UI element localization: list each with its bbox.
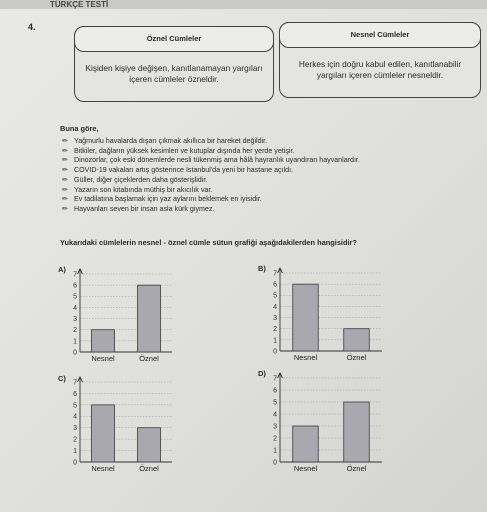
x-tick-label: Nesnel bbox=[91, 354, 115, 363]
option-label-d[interactable]: D) bbox=[258, 369, 266, 378]
y-tick-label: 5 bbox=[73, 402, 77, 410]
chart-option-c[interactable] bbox=[66, 376, 176, 476]
nesnel-card bbox=[279, 22, 481, 98]
oznel-card-body: Kişiden kişiye değişen, kanıtlanamayan yargıları içeren cümleler özneldir. bbox=[85, 63, 263, 84]
pencil-icon: ✏ bbox=[62, 205, 68, 213]
option-label-b[interactable]: B) bbox=[258, 264, 266, 273]
pencil-icon: ✏ bbox=[62, 167, 68, 175]
x-tick-label: Öznel bbox=[139, 464, 159, 473]
sentence-text: Yazarın son kitabında müthiş bir akıcılık var. bbox=[74, 185, 213, 194]
nesnel-card-title: Nesnel Cümleler bbox=[279, 22, 482, 48]
x-tick-label: Öznel bbox=[346, 464, 367, 473]
pencil-icon: ✏ bbox=[62, 176, 68, 184]
y-tick-label: 0 bbox=[273, 459, 277, 467]
pencil-icon: ✏ bbox=[62, 196, 68, 204]
y-tick-label: 4 bbox=[73, 304, 77, 312]
x-tick-label: Nesnel bbox=[91, 464, 115, 473]
pencil-icon: ✏ bbox=[62, 147, 68, 155]
list-item bbox=[62, 137, 462, 147]
y-tick-label: 2 bbox=[273, 435, 277, 443]
x-tick-label: Nesnel bbox=[293, 464, 318, 473]
sentence-text: Güller, diğer çiçeklerden daha gösterişlidir. bbox=[74, 175, 208, 184]
y-tick-label: 4 bbox=[73, 413, 77, 421]
pencil-icon: ✏ bbox=[62, 157, 68, 165]
bar-öznel bbox=[344, 402, 370, 462]
bar-öznel bbox=[138, 428, 161, 462]
chart-option-d[interactable] bbox=[266, 372, 386, 476]
oznel-card-title: Öznel Cümleler bbox=[74, 26, 275, 52]
y-tick-label: 6 bbox=[273, 281, 277, 289]
bar-öznel bbox=[344, 329, 370, 351]
y-tick-label: 7 bbox=[273, 270, 277, 278]
header-strip: TÜRKÇE TESTİ bbox=[0, 0, 487, 9]
list-item bbox=[62, 205, 462, 215]
list-item bbox=[62, 195, 462, 205]
bar-nesnel bbox=[293, 284, 319, 351]
y-tick-label: 6 bbox=[73, 390, 77, 398]
x-tick-label: Öznel bbox=[346, 353, 367, 362]
sentence-text: Ev tadilatına başlamak için yaz aylarını beklemek en iyisidir. bbox=[74, 195, 262, 204]
sentence-list bbox=[62, 137, 462, 215]
question-number: 4. bbox=[28, 22, 36, 32]
list-item bbox=[62, 147, 462, 157]
y-tick-label: 6 bbox=[273, 387, 277, 395]
y-tick-label: 4 bbox=[273, 303, 277, 311]
pencil-icon: ✏ bbox=[62, 186, 68, 194]
y-tick-label: 6 bbox=[73, 282, 77, 290]
intro-text: Buna göre, bbox=[60, 124, 99, 133]
list-item bbox=[62, 156, 462, 166]
y-tick-label: 4 bbox=[273, 411, 277, 419]
sentence-text: COVID-19 vakaları artış gösterince İstanbul'da yeni bir hastane açıldı. bbox=[74, 166, 294, 175]
sentence-text: Bitkiler, dağların yüksek kesimleri ve kutuplar dışında her yerde yetişir. bbox=[74, 146, 295, 155]
sentence-text: Dinozorlar, çok eski dönemlerde nesli tükenmiş ama hâlâ hayranlık uyandıran hayvanlardır. bbox=[74, 156, 360, 165]
y-tick-label: 3 bbox=[73, 425, 77, 433]
y-tick-label: 2 bbox=[73, 436, 77, 444]
bar-nesnel bbox=[92, 405, 115, 462]
list-item bbox=[62, 176, 462, 186]
option-label-c[interactable]: C) bbox=[58, 374, 66, 383]
bar-nesnel bbox=[92, 330, 115, 352]
y-tick-label: 5 bbox=[273, 399, 277, 407]
question-text: Yukarıdaki cümlelerin nesnel - öznel cümle sütun grafiği aşağıdakilerden hangisidir? bbox=[60, 238, 357, 247]
bar-nesnel bbox=[293, 426, 319, 462]
y-tick-label: 1 bbox=[273, 447, 277, 455]
chart-option-a[interactable] bbox=[66, 268, 176, 366]
sentence-text: Hayvanları seven bir insan asla kürk giymez. bbox=[74, 204, 215, 213]
nesnel-card-body: Herkes için doğru kabul edilen, kanıtlanabilir yargıları içeren cümleler nesneldir. bbox=[298, 59, 462, 80]
sentence-text: Yağmurlu havalarda dışarı çıkmak akıllıca bir hareket değildir. bbox=[74, 137, 268, 145]
y-tick-label: 5 bbox=[273, 292, 277, 300]
y-tick-label: 3 bbox=[273, 314, 277, 322]
oznel-card bbox=[74, 26, 274, 102]
y-tick-label: 7 bbox=[273, 375, 277, 383]
list-item bbox=[62, 166, 462, 176]
y-tick-label: 1 bbox=[73, 447, 77, 455]
pencil-icon: ✏ bbox=[62, 138, 68, 145]
y-tick-label: 3 bbox=[273, 423, 277, 431]
y-tick-label: 0 bbox=[73, 349, 77, 357]
y-tick-label: 0 bbox=[73, 459, 77, 467]
y-tick-label: 7 bbox=[73, 271, 77, 279]
x-tick-label: Öznel bbox=[139, 354, 159, 363]
y-tick-label: 2 bbox=[273, 326, 277, 334]
y-tick-label: 1 bbox=[73, 338, 77, 346]
x-tick-label: Nesnel bbox=[293, 353, 318, 362]
y-tick-label: 7 bbox=[73, 379, 77, 387]
chart-option-b[interactable] bbox=[266, 267, 386, 365]
list-item bbox=[62, 186, 462, 196]
y-tick-label: 1 bbox=[273, 337, 277, 345]
y-tick-label: 3 bbox=[73, 315, 77, 323]
y-tick-label: 2 bbox=[73, 327, 77, 335]
bar-öznel bbox=[138, 285, 161, 352]
y-tick-label: 5 bbox=[73, 293, 77, 301]
option-label-a[interactable]: A) bbox=[58, 265, 66, 274]
y-tick-label: 0 bbox=[273, 348, 277, 356]
